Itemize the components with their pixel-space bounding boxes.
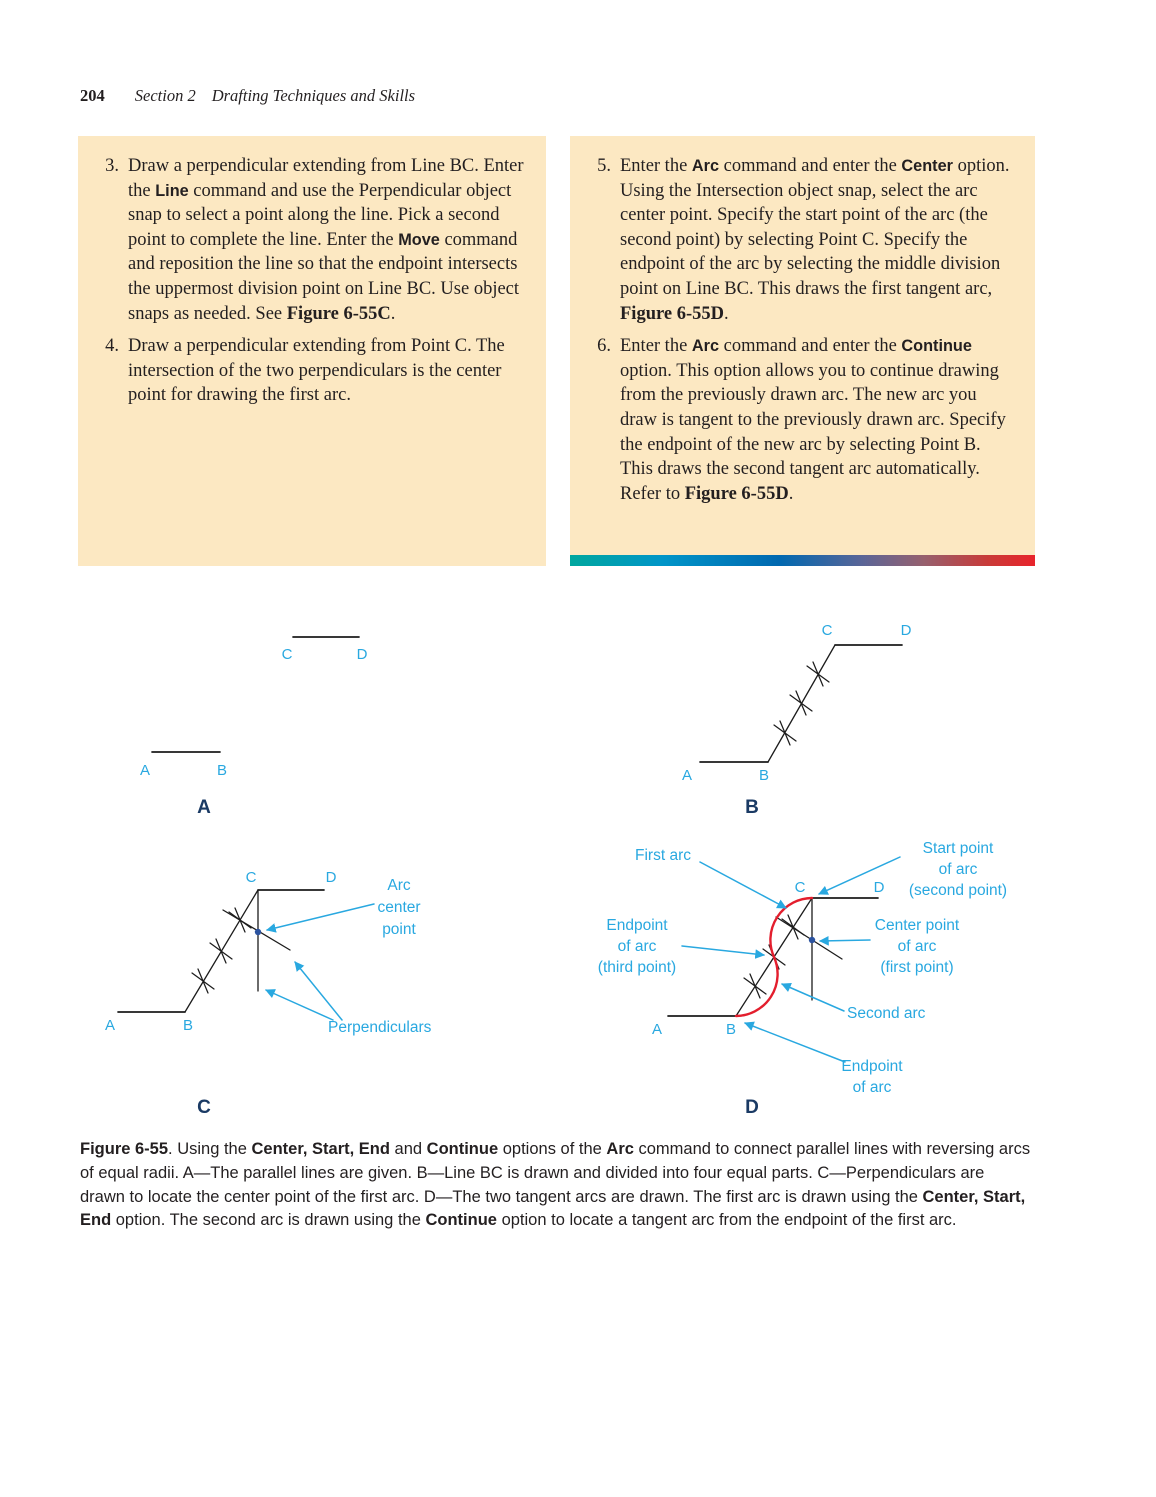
division-marks (774, 662, 829, 745)
section-title: Drafting Techniques and Skills (211, 86, 416, 105)
leader-arrow-start-point (819, 857, 900, 894)
annotation-start-point-line3: (second point) (908, 882, 1008, 899)
point-label-c: C (245, 869, 257, 886)
point-label-c: C (794, 879, 806, 896)
subfigure-letter-c: C (197, 1097, 211, 1118)
item-text: Draw a perpendicular extending from Point C. The intersection of the two perpendiculars is the center point for drawing the first arc. (128, 336, 505, 406)
leader-arrow-second-arc (782, 984, 844, 1011)
arc-center-point-dot (255, 929, 261, 935)
diagram-a (140, 637, 368, 818)
annotation-endpoint-third-line3: (third point) (597, 959, 677, 976)
item-text: Enter the Arc command and enter the Center option. Using the Intersection object snap, select the arc center point. Specify the start point of the arc (the second point) by selecting Point C. Specify the endpoint of the arc by selecting the middle division point on Line BC. This draws the first tangent arc, Figure 6-55D. (620, 156, 1010, 324)
page-number: 204 (80, 86, 105, 105)
annotation-start-point-line1: Start point (922, 840, 994, 857)
item-number: 6. (597, 336, 611, 357)
annotation-perpendiculars: Perpendiculars (328, 1019, 432, 1036)
point-label-d: D (325, 869, 337, 886)
figure-caption: Figure 6-55. Using the Center, Start, End and Continue options of the Arc command to connect parallel lines with reversing arcs of equal radii. A—The parallel lines are given. B—Line BC is drawn and divided into four equal parts. C—Perpendiculars are drawn to locate the center point of the first arc. D—The two tangent arcs are drawn. The first arc is drawn using the Center, Start, End option. The second arc is drawn using the Continue option to locate a tangent arc from the endpoint of the first arc. (80, 1140, 1031, 1230)
leader-arrow-endpoint (745, 1023, 845, 1062)
point-label-a: A (681, 767, 693, 784)
point-label-d: D (900, 622, 912, 639)
item-text: Draw a perpendicular extending from Line BC. Enter the Line command and use the Perpendicular object snap to select a point along the line. Pick a second point to complete the line. Enter the Move command and reposition the line so that the endpoint intersects the uppermost division point on Line BC. Use object snaps as needed. See Figure 6-55C. (128, 156, 524, 324)
instructions-panel-left (78, 136, 546, 566)
leader-arrow-arc-center (267, 904, 374, 930)
instruction-item-3 (98, 154, 524, 326)
diagram-d (598, 840, 1007, 1118)
point-label-d: D (873, 879, 885, 896)
annotation-endpoint-line2: of arc (852, 1079, 892, 1096)
item-number: 5. (597, 156, 611, 176)
annotation-start-point-line2: of arc (938, 861, 978, 878)
leader-arrow-perpendicular-1 (266, 990, 333, 1020)
item-number: 4. (105, 336, 119, 357)
arc-center-point-dot (809, 937, 815, 943)
annotation-arc-center-line2: center (377, 899, 421, 916)
instructions-panel-right-stack (570, 136, 1035, 566)
section-divider-gradient-bar (570, 555, 1035, 566)
point-label-c: C (821, 622, 833, 639)
annotation-endpoint-line1: Endpoint (841, 1058, 903, 1075)
annotation-arc-center-line3: point (382, 921, 416, 938)
annotation-second-arc: Second arc (847, 1005, 926, 1022)
annotation-center-point-line3: (first point) (880, 959, 954, 976)
page-header (80, 86, 415, 106)
figure-6-55 (0, 605, 1156, 1137)
subfigure-letter-a: A (197, 797, 211, 818)
annotation-endpoint-third-line2: of arc (617, 938, 657, 955)
instruction-columns (78, 136, 1035, 566)
point-label-b: B (216, 762, 228, 779)
leader-arrow-first-arc (700, 862, 786, 908)
leader-arrow-center-point (820, 940, 870, 941)
instruction-item-6 (590, 334, 1013, 506)
leader-arrow-endpoint-third (682, 946, 764, 955)
point-label-b: B (725, 1021, 737, 1038)
section-label: Section 2 (134, 86, 196, 105)
figure-6-55-diagrams (0, 605, 1156, 1137)
annotation-endpoint-third-line1: Endpoint (606, 917, 668, 934)
point-label-a: A (651, 1021, 663, 1038)
subfigure-letter-d: D (745, 1097, 759, 1118)
instruction-item-5 (590, 154, 1013, 326)
point-label-d: D (356, 646, 368, 663)
point-label-a: A (139, 762, 151, 779)
instruction-item-4 (98, 334, 524, 408)
point-label-b: B (758, 767, 770, 784)
point-label-b: B (182, 1017, 194, 1034)
annotation-arc-center-line1: Arc (387, 877, 411, 894)
diagram-b (682, 622, 912, 818)
diagram-c (105, 869, 432, 1118)
annotation-center-point-line2: of arc (897, 938, 937, 955)
point-label-a: A (104, 1017, 116, 1034)
item-text: Enter the Arc command and enter the Continue option. This option allows you to continue drawing from the previously drawn arc. The new arc you draw is tangent to the previously drawn arc. Specify the endpoint of the new arc by selecting Point B. This draws the second tangent arc automatically. Refer to Figure 6-55D. (620, 336, 1006, 504)
item-number: 3. (105, 156, 119, 176)
annotation-center-point-line1: Center point (874, 917, 960, 934)
subfigure-letter-b: B (745, 797, 759, 818)
leader-arrow-perpendicular-2 (295, 962, 342, 1020)
point-label-c: C (281, 646, 293, 663)
instructions-panel-right (570, 136, 1035, 555)
annotation-first-arc: First arc (635, 847, 691, 864)
